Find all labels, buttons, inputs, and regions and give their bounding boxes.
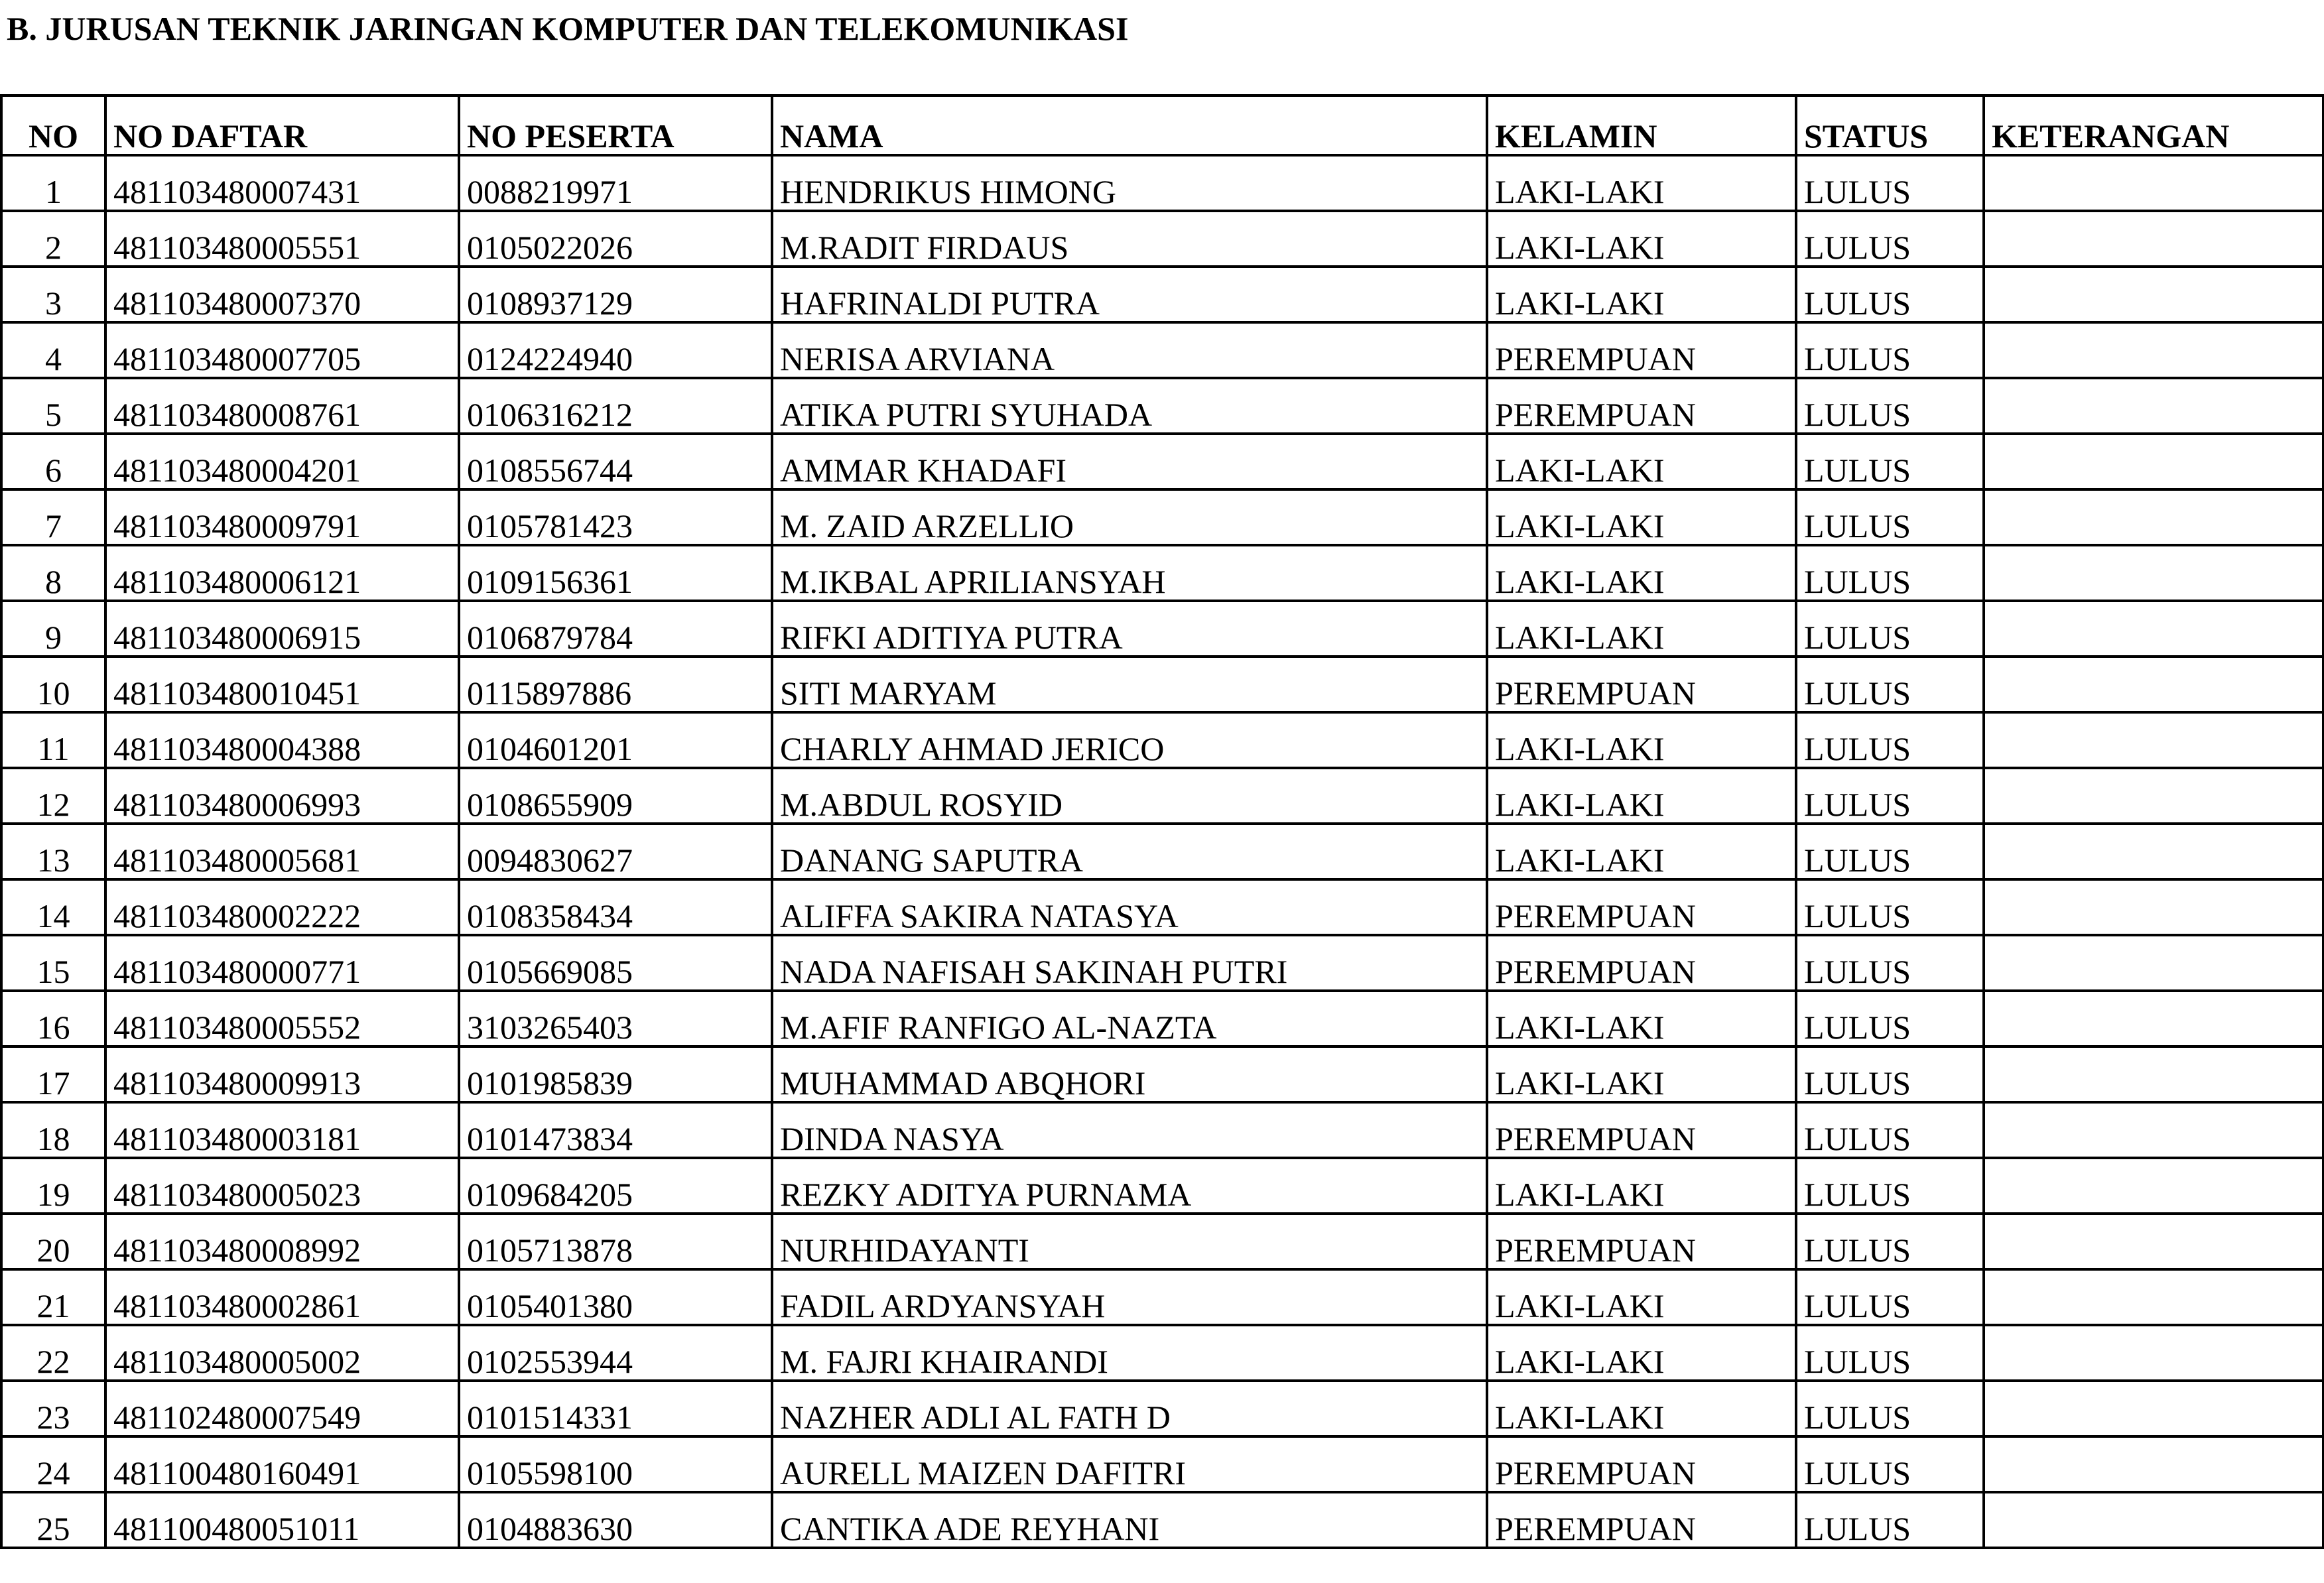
cell-keterangan xyxy=(1984,991,2323,1046)
cell-kelamin: LAKI-LAKI xyxy=(1487,712,1796,768)
cell-keterangan xyxy=(1984,879,2323,935)
cell-kelamin: LAKI-LAKI xyxy=(1487,768,1796,824)
cell-kelamin: LAKI-LAKI xyxy=(1487,545,1796,601)
cell-kelamin: PEREMPUAN xyxy=(1487,378,1796,434)
cell-nama: NAZHER ADLI AL FATH D xyxy=(772,1381,1487,1436)
cell-nama: M.RADIT FIRDAUS xyxy=(772,211,1487,267)
cell-status: LULUS xyxy=(1796,322,1984,378)
header-nama: NAMA xyxy=(772,95,1487,155)
cell-status: LULUS xyxy=(1796,935,1984,991)
cell-no: 18 xyxy=(1,1102,105,1158)
cell-nama: M. FAJRI KHAIRANDI xyxy=(772,1325,1487,1381)
cell-nama: CANTIKA ADE REYHANI xyxy=(772,1492,1487,1548)
table-header-row xyxy=(1,95,2323,155)
cell-status: LULUS xyxy=(1796,378,1984,434)
cell-nama: DINDA NASYA xyxy=(772,1102,1487,1158)
cell-status: LULUS xyxy=(1796,824,1984,879)
header-status: STATUS xyxy=(1796,95,1984,155)
cell-no-daftar: 481103480003181 xyxy=(105,1102,459,1158)
cell-keterangan xyxy=(1984,768,2323,824)
cell-no-peserta: 0108655909 xyxy=(459,768,772,824)
cell-nama: CHARLY AHMAD JERICO xyxy=(772,712,1487,768)
header-keterangan: KETERANGAN xyxy=(1984,95,2323,155)
cell-keterangan xyxy=(1984,434,2323,489)
table-row xyxy=(1,1046,2323,1102)
cell-no: 4 xyxy=(1,322,105,378)
cell-keterangan xyxy=(1984,1381,2323,1436)
cell-kelamin: LAKI-LAKI xyxy=(1487,267,1796,322)
cell-no-peserta: 0101514331 xyxy=(459,1381,772,1436)
cell-no-peserta: 0102553944 xyxy=(459,1325,772,1381)
cell-no: 21 xyxy=(1,1269,105,1325)
cell-status: LULUS xyxy=(1796,211,1984,267)
cell-kelamin: LAKI-LAKI xyxy=(1487,489,1796,545)
cell-kelamin: PEREMPUAN xyxy=(1487,879,1796,935)
cell-no: 11 xyxy=(1,712,105,768)
cell-no-daftar: 481103480002861 xyxy=(105,1269,459,1325)
cell-status: LULUS xyxy=(1796,267,1984,322)
cell-nama: ATIKA PUTRI SYUHADA xyxy=(772,378,1487,434)
cell-no-peserta: 0105401380 xyxy=(459,1269,772,1325)
cell-no-peserta: 0109156361 xyxy=(459,545,772,601)
cell-nama: M.IKBAL APRILIANSYAH xyxy=(772,545,1487,601)
cell-no: 9 xyxy=(1,601,105,657)
cell-kelamin: LAKI-LAKI xyxy=(1487,1381,1796,1436)
cell-no-daftar: 481103480006915 xyxy=(105,601,459,657)
cell-nama: NURHIDAYANTI xyxy=(772,1214,1487,1269)
cell-status: LULUS xyxy=(1796,155,1984,211)
table-row xyxy=(1,1436,2323,1492)
cell-no: 12 xyxy=(1,768,105,824)
cell-keterangan xyxy=(1984,1436,2323,1492)
table-row xyxy=(1,1102,2323,1158)
cell-nama: AURELL MAIZEN DAFITRI xyxy=(772,1436,1487,1492)
cell-keterangan xyxy=(1984,211,2323,267)
cell-status: LULUS xyxy=(1796,768,1984,824)
cell-status: LULUS xyxy=(1796,879,1984,935)
table-row xyxy=(1,712,2323,768)
cell-kelamin: PEREMPUAN xyxy=(1487,1214,1796,1269)
cell-status: LULUS xyxy=(1796,601,1984,657)
cell-kelamin: PEREMPUAN xyxy=(1487,1492,1796,1548)
cell-no: 14 xyxy=(1,879,105,935)
cell-no-peserta: 0105022026 xyxy=(459,211,772,267)
cell-no: 17 xyxy=(1,1046,105,1102)
cell-keterangan xyxy=(1984,1046,2323,1102)
cell-no: 20 xyxy=(1,1214,105,1269)
cell-kelamin: LAKI-LAKI xyxy=(1487,211,1796,267)
cell-nama: REZKY ADITYA PURNAMA xyxy=(772,1158,1487,1214)
cell-no-peserta: 0101473834 xyxy=(459,1102,772,1158)
table-row xyxy=(1,1158,2323,1214)
table-row xyxy=(1,322,2323,378)
cell-no-daftar: 481103480005023 xyxy=(105,1158,459,1214)
cell-no: 19 xyxy=(1,1158,105,1214)
cell-no: 22 xyxy=(1,1325,105,1381)
cell-keterangan xyxy=(1984,712,2323,768)
table-body xyxy=(1,155,2323,1548)
cell-no-peserta: 0101985839 xyxy=(459,1046,772,1102)
cell-status: LULUS xyxy=(1796,434,1984,489)
page-title: B. JURUSAN TEKNIK JARINGAN KOMPUTER DAN TELEKOMUNIKASI xyxy=(7,10,1129,47)
cell-nama: MUHAMMAD ABQHORI xyxy=(772,1046,1487,1102)
table-row xyxy=(1,211,2323,267)
table-row xyxy=(1,378,2323,434)
cell-status: LULUS xyxy=(1796,1325,1984,1381)
table-row xyxy=(1,991,2323,1046)
cell-nama: SITI MARYAM xyxy=(772,657,1487,712)
table-row xyxy=(1,768,2323,824)
cell-nama: M. ZAID ARZELLIO xyxy=(772,489,1487,545)
cell-no: 15 xyxy=(1,935,105,991)
cell-status: LULUS xyxy=(1796,1436,1984,1492)
cell-status: LULUS xyxy=(1796,1492,1984,1548)
table-row xyxy=(1,1325,2323,1381)
cell-no-peserta: 0108556744 xyxy=(459,434,772,489)
table-row xyxy=(1,1492,2323,1548)
cell-nama: FADIL ARDYANSYAH xyxy=(772,1269,1487,1325)
cell-keterangan xyxy=(1984,1214,2323,1269)
cell-keterangan xyxy=(1984,1158,2323,1214)
cell-kelamin: LAKI-LAKI xyxy=(1487,1325,1796,1381)
cell-no-daftar: 481103480002222 xyxy=(105,879,459,935)
cell-nama: HENDRIKUS HIMONG xyxy=(772,155,1487,211)
cell-keterangan xyxy=(1984,322,2323,378)
cell-keterangan xyxy=(1984,601,2323,657)
cell-kelamin: PEREMPUAN xyxy=(1487,322,1796,378)
cell-status: LULUS xyxy=(1796,489,1984,545)
cell-no: 3 xyxy=(1,267,105,322)
table-row xyxy=(1,879,2323,935)
cell-status: LULUS xyxy=(1796,712,1984,768)
cell-nama: NERISA ARVIANA xyxy=(772,322,1487,378)
cell-no-daftar: 481100480051011 xyxy=(105,1492,459,1548)
cell-keterangan xyxy=(1984,1102,2323,1158)
cell-no: 13 xyxy=(1,824,105,879)
cell-status: LULUS xyxy=(1796,1214,1984,1269)
cell-keterangan xyxy=(1984,378,2323,434)
cell-no: 1 xyxy=(1,155,105,211)
cell-no-peserta: 0106316212 xyxy=(459,378,772,434)
cell-kelamin: LAKI-LAKI xyxy=(1487,1158,1796,1214)
cell-nama: HAFRINALDI PUTRA xyxy=(772,267,1487,322)
cell-kelamin: LAKI-LAKI xyxy=(1487,155,1796,211)
table-row xyxy=(1,545,2323,601)
cell-no-daftar: 481103480005551 xyxy=(105,211,459,267)
table-row xyxy=(1,1214,2323,1269)
cell-no-peserta: 0108937129 xyxy=(459,267,772,322)
cell-status: LULUS xyxy=(1796,1269,1984,1325)
cell-no-peserta: 0105598100 xyxy=(459,1436,772,1492)
cell-status: LULUS xyxy=(1796,1381,1984,1436)
cell-kelamin: PEREMPUAN xyxy=(1487,657,1796,712)
cell-nama: M.ABDUL ROSYID xyxy=(772,768,1487,824)
cell-no-daftar: 481103480005552 xyxy=(105,991,459,1046)
cell-no-daftar: 481103480004388 xyxy=(105,712,459,768)
cell-status: LULUS xyxy=(1796,1102,1984,1158)
cell-no-daftar: 481103480008992 xyxy=(105,1214,459,1269)
cell-keterangan xyxy=(1984,1492,2323,1548)
cell-no-daftar: 481103480007431 xyxy=(105,155,459,211)
cell-no-peserta: 0105669085 xyxy=(459,935,772,991)
cell-keterangan xyxy=(1984,155,2323,211)
cell-no: 2 xyxy=(1,211,105,267)
cell-status: LULUS xyxy=(1796,991,1984,1046)
cell-no: 6 xyxy=(1,434,105,489)
header-no: NO xyxy=(1,95,105,155)
header-no-daftar: NO DAFTAR xyxy=(105,95,459,155)
cell-no: 5 xyxy=(1,378,105,434)
cell-status: LULUS xyxy=(1796,657,1984,712)
cell-no-peserta: 0094830627 xyxy=(459,824,772,879)
cell-no-peserta: 0104601201 xyxy=(459,712,772,768)
table-row xyxy=(1,935,2323,991)
cell-no-daftar: 481103480006121 xyxy=(105,545,459,601)
table-row xyxy=(1,155,2323,211)
cell-no: 24 xyxy=(1,1436,105,1492)
cell-kelamin: LAKI-LAKI xyxy=(1487,1046,1796,1102)
cell-no-daftar: 481103480009791 xyxy=(105,489,459,545)
cell-no-daftar: 481103480008761 xyxy=(105,378,459,434)
cell-no: 8 xyxy=(1,545,105,601)
cell-no-daftar: 481102480007549 xyxy=(105,1381,459,1436)
table-row xyxy=(1,601,2323,657)
cell-nama: DANANG SAPUTRA xyxy=(772,824,1487,879)
cell-no-peserta: 0115897886 xyxy=(459,657,772,712)
cell-no-peserta: 0088219971 xyxy=(459,155,772,211)
cell-keterangan xyxy=(1984,657,2323,712)
cell-no-daftar: 481100480160491 xyxy=(105,1436,459,1492)
cell-no-daftar: 481103480006993 xyxy=(105,768,459,824)
cell-no-peserta: 0105781423 xyxy=(459,489,772,545)
cell-nama: M.AFIF RANFIGO AL-NAZTA xyxy=(772,991,1487,1046)
cell-no-daftar: 481103480005002 xyxy=(105,1325,459,1381)
table-row xyxy=(1,489,2323,545)
cell-no-peserta: 0109684205 xyxy=(459,1158,772,1214)
cell-no: 7 xyxy=(1,489,105,545)
cell-no-peserta: 0105713878 xyxy=(459,1214,772,1269)
cell-nama: RIFKI ADITIYA PUTRA xyxy=(772,601,1487,657)
cell-status: LULUS xyxy=(1796,1158,1984,1214)
table-row xyxy=(1,824,2323,879)
cell-no-daftar: 481103480007705 xyxy=(105,322,459,378)
student-results-table xyxy=(0,94,2324,1549)
cell-kelamin: PEREMPUAN xyxy=(1487,935,1796,991)
cell-no-daftar: 481103480000771 xyxy=(105,935,459,991)
cell-no-daftar: 481103480005681 xyxy=(105,824,459,879)
cell-no-peserta: 0108358434 xyxy=(459,879,772,935)
cell-keterangan xyxy=(1984,489,2323,545)
table-row xyxy=(1,1381,2323,1436)
cell-keterangan xyxy=(1984,824,2323,879)
table-row xyxy=(1,1269,2323,1325)
cell-no-peserta: 0104883630 xyxy=(459,1492,772,1548)
cell-keterangan xyxy=(1984,545,2323,601)
cell-no: 16 xyxy=(1,991,105,1046)
header-no-peserta: NO PESERTA xyxy=(459,95,772,155)
cell-no-peserta: 0124224940 xyxy=(459,322,772,378)
cell-no-daftar: 481103480004201 xyxy=(105,434,459,489)
table-row xyxy=(1,267,2323,322)
cell-kelamin: PEREMPUAN xyxy=(1487,1436,1796,1492)
cell-kelamin: LAKI-LAKI xyxy=(1487,991,1796,1046)
cell-no-daftar: 481103480009913 xyxy=(105,1046,459,1102)
cell-keterangan xyxy=(1984,267,2323,322)
cell-no-daftar: 481103480010451 xyxy=(105,657,459,712)
cell-no-peserta: 3103265403 xyxy=(459,991,772,1046)
cell-status: LULUS xyxy=(1796,545,1984,601)
header-kelamin: KELAMIN xyxy=(1487,95,1796,155)
cell-kelamin: LAKI-LAKI xyxy=(1487,1269,1796,1325)
cell-nama: AMMAR KHADAFI xyxy=(772,434,1487,489)
cell-kelamin: LAKI-LAKI xyxy=(1487,824,1796,879)
cell-nama: ALIFFA SAKIRA NATASYA xyxy=(772,879,1487,935)
cell-keterangan xyxy=(1984,935,2323,991)
table-row xyxy=(1,657,2323,712)
cell-nama: NADA NAFISAH SAKINAH PUTRI xyxy=(772,935,1487,991)
cell-keterangan xyxy=(1984,1269,2323,1325)
cell-no-daftar: 481103480007370 xyxy=(105,267,459,322)
cell-keterangan xyxy=(1984,1325,2323,1381)
cell-no: 25 xyxy=(1,1492,105,1548)
cell-kelamin: PEREMPUAN xyxy=(1487,1102,1796,1158)
cell-kelamin: LAKI-LAKI xyxy=(1487,601,1796,657)
cell-no-peserta: 0106879784 xyxy=(459,601,772,657)
table-row xyxy=(1,434,2323,489)
cell-kelamin: LAKI-LAKI xyxy=(1487,434,1796,489)
cell-no: 23 xyxy=(1,1381,105,1436)
cell-no: 10 xyxy=(1,657,105,712)
cell-status: LULUS xyxy=(1796,1046,1984,1102)
